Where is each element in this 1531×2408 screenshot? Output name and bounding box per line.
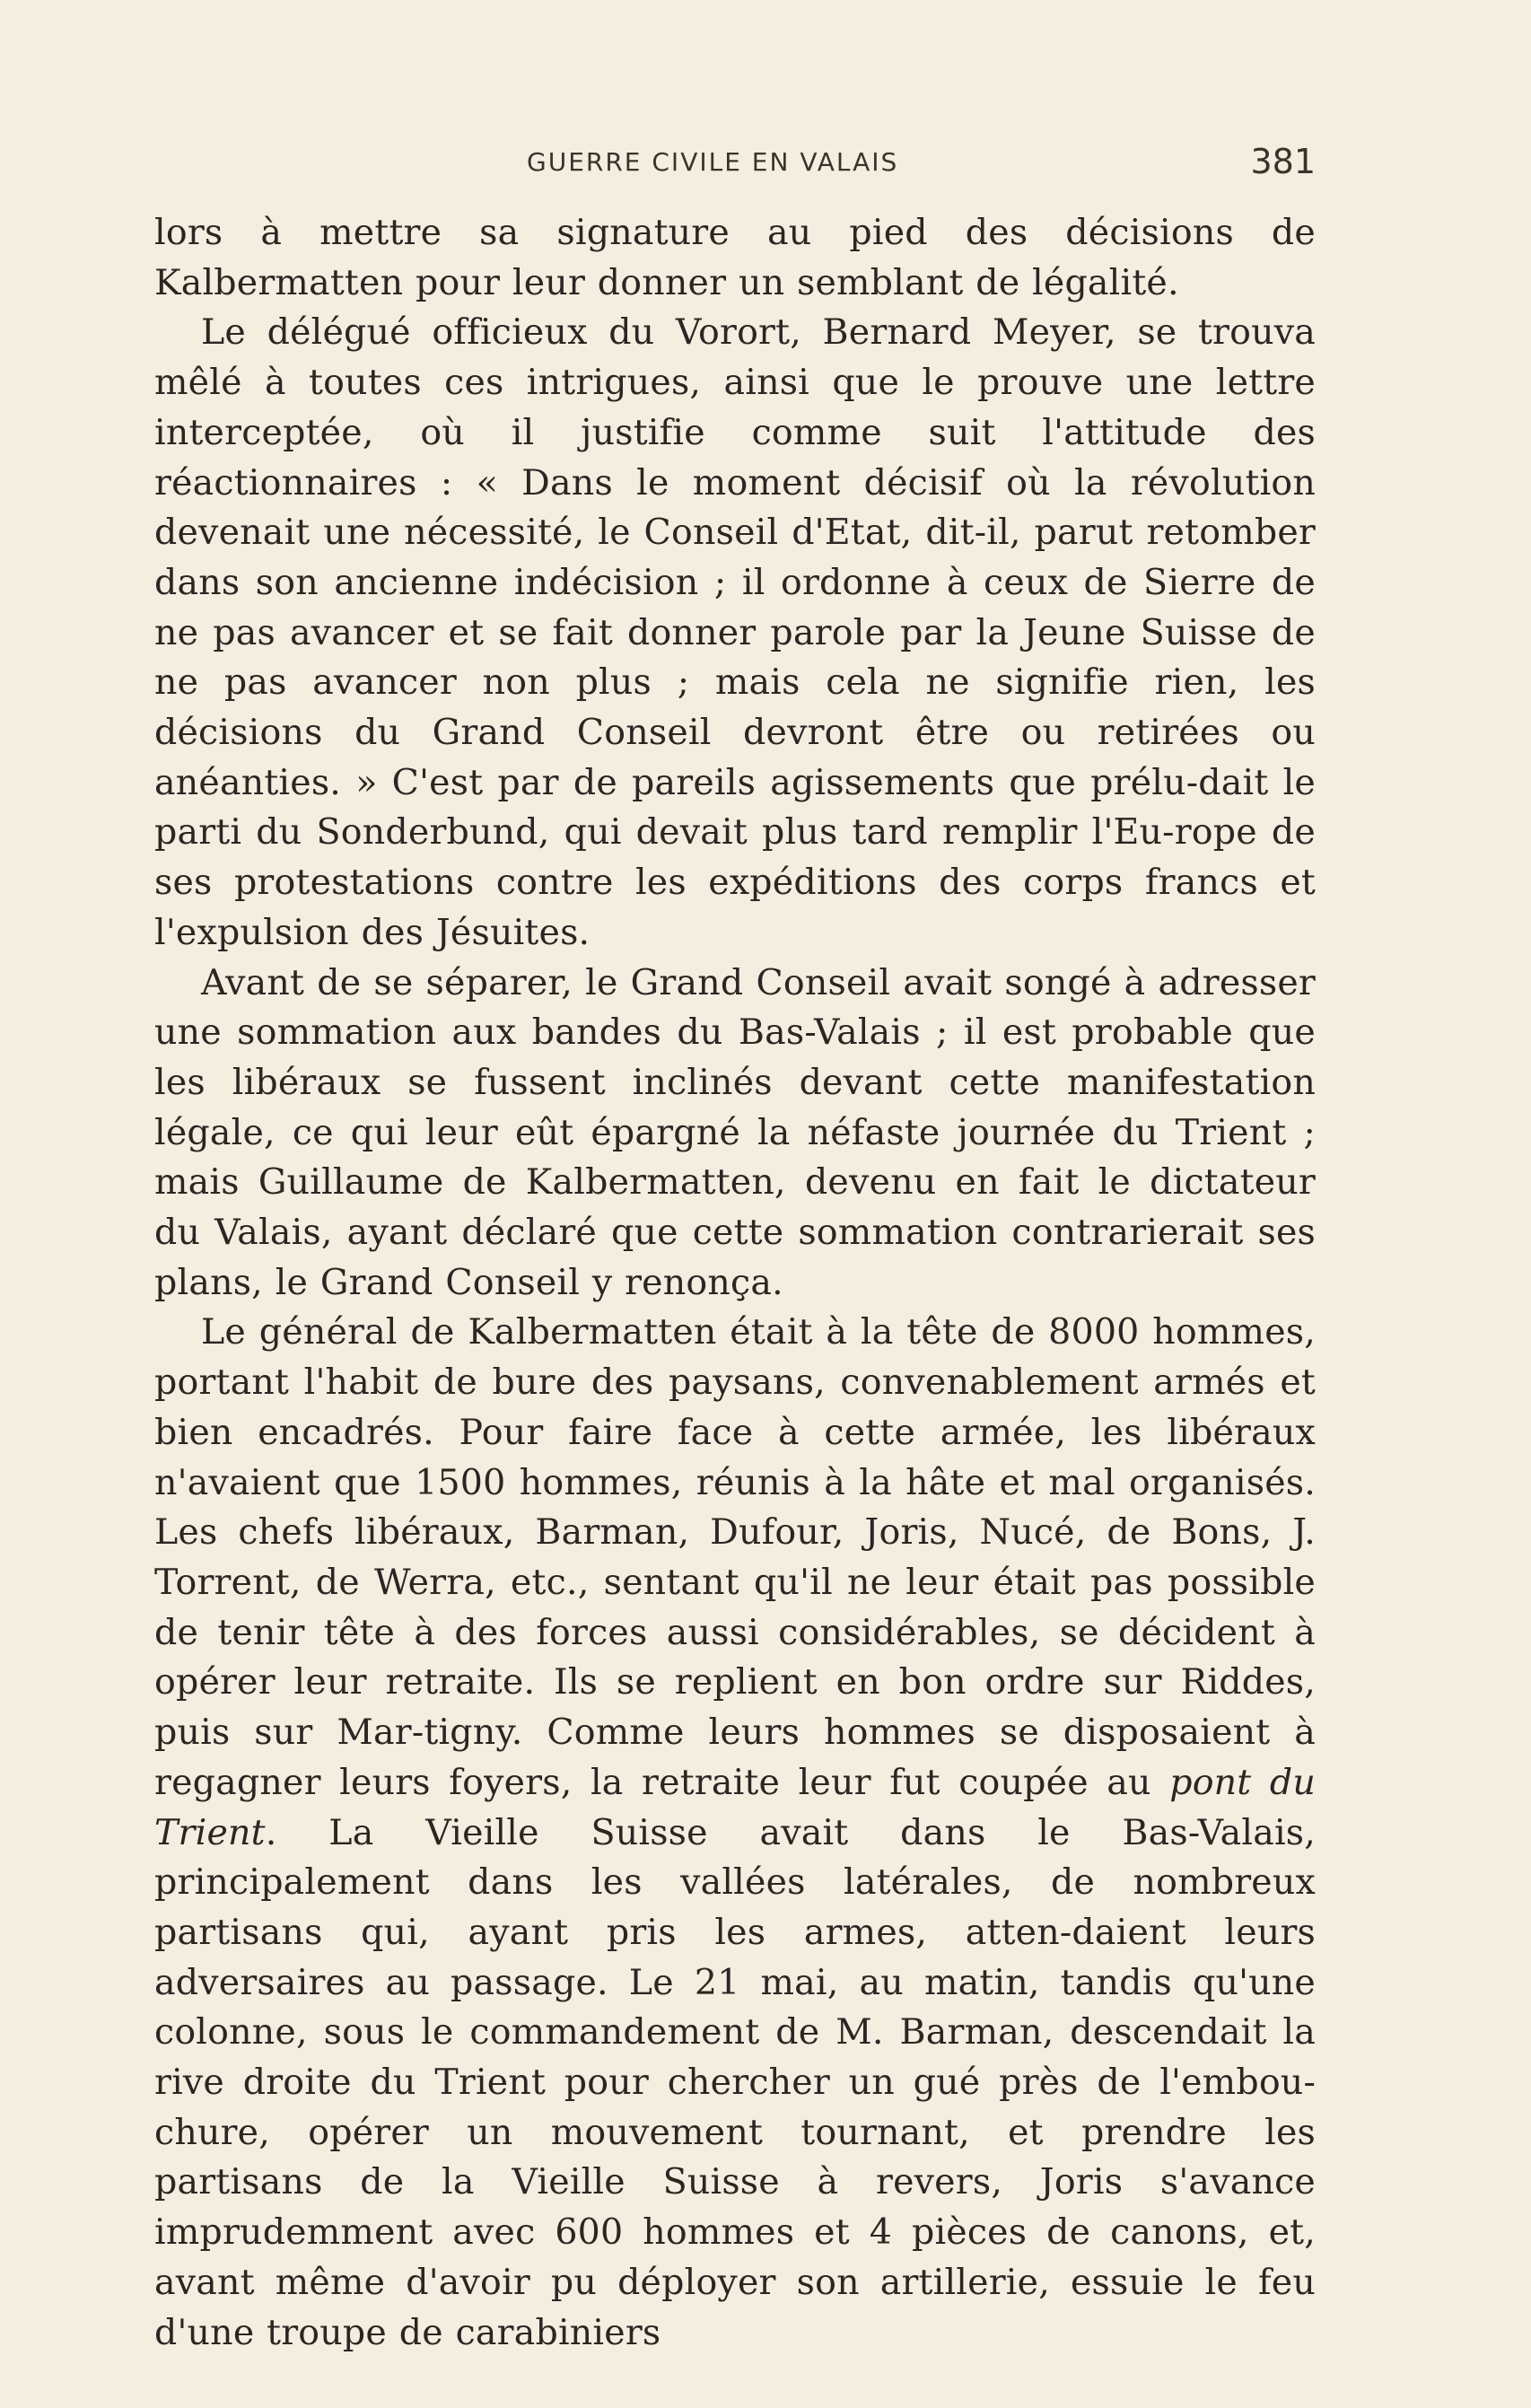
paragraph-3: Avant de se séparer, le Grand Conseil avait songé à adresser une sommation aux bandes du Bas-Valais ; il est probable que les libéraux se fussent inclinés devant cette manifestation légale, ce qui leur eût épargné la néfaste journée du Trient ; mais Guillaume de Kalbermatten, devenu en fait le dictateur du Valais, ayant déclaré que cette sommation contrarierait ses plans, le Grand Conseil y renonça. <box>154 961 1316 1303</box>
paragraph-2: Le délégué officieux du Vorort, Bernard Meyer, se trouva mêlé à toutes ces intrigues, ainsi que le prouve une lettre interceptée, où il justifie comme suit l'attitude des réactionnaires : « Dans le moment décisif où la révolution devenait une nécessité, le Conseil d'Etat, dit-il, parut retomber dans son ancienne indécision ; il ordonne à ceux de Sierre de ne pas avancer et se fait donner parole par la Jeune Suisse de ne pas avancer non plus ; mais cela ne signifie rien, les décisions du Grand Conseil devront être ou retirées ou anéanties. » C'est par de pareils agissements que prélu-dait le parti du Sonderbund, qui devait plus tard remplir l'Eu-rope de ses protestations contre les expéditions des corps francs et l'expulsion des Jésuites. <box>154 311 1316 953</box>
page-header <box>154 142 1316 187</box>
paragraph-4 <box>154 1308 1316 2358</box>
page-number: 381 <box>1250 142 1316 181</box>
body-text <box>154 208 1316 2358</box>
paragraph-1: lors à mettre sa signature au pied des décisions de Kalbermatten pour leur donner un semblant de légalité. <box>154 212 1316 303</box>
italic-place-name: pont du Trient <box>154 1761 1317 1853</box>
running-title: GUERRE CIVILE EN VALAIS <box>527 147 899 177</box>
paragraph-4-part-1: Le général de Kalbermatten était à la tête de 8000 hommes, portant l'habit de bure des paysans, convenablement armés et bien encadrés. Pour faire face à cette armée, les libéraux n'avaient que 1500 hommes, réunis à la hâte et mal organisés. Les chefs libéraux, Barman, Dufour, Joris, Nucé, de Bons, J. Torrent, de Werra, etc., sentant qu'il ne leur était pas possible de tenir tête à des forces aussi considérables, se décident à opérer leur retraite. Ils se replient en bon ordre sur Riddes, puis sur Mar-tigny. Comme leurs hommes se disposaient à regagner leurs foyers, la retraite leur fut coupée au <box>154 1311 1316 1803</box>
paragraph-4-part-2: . La Vieille Suisse avait dans le Bas-Valais, principalement dans les vallées latérales, de nombreux partisans qui, ayant pris les armes, atten-daient leurs adversaires au passage. Le 21 mai, au matin, tandis qu'une colonne, sous le commandement de M. Barman, descendait la rive droite du Trient pour chercher un gué près de l'embou-chure, opérer un mouvement tournant, et prendre les partisans de la Vieille Suisse à revers, Joris s'avance imprudemment avec 600 hommes et 4 pièces de canons, et, avant même d'avoir pu déployer son artillerie, essuie le feu d'une troupe de carabiniers <box>154 1811 1316 2353</box>
